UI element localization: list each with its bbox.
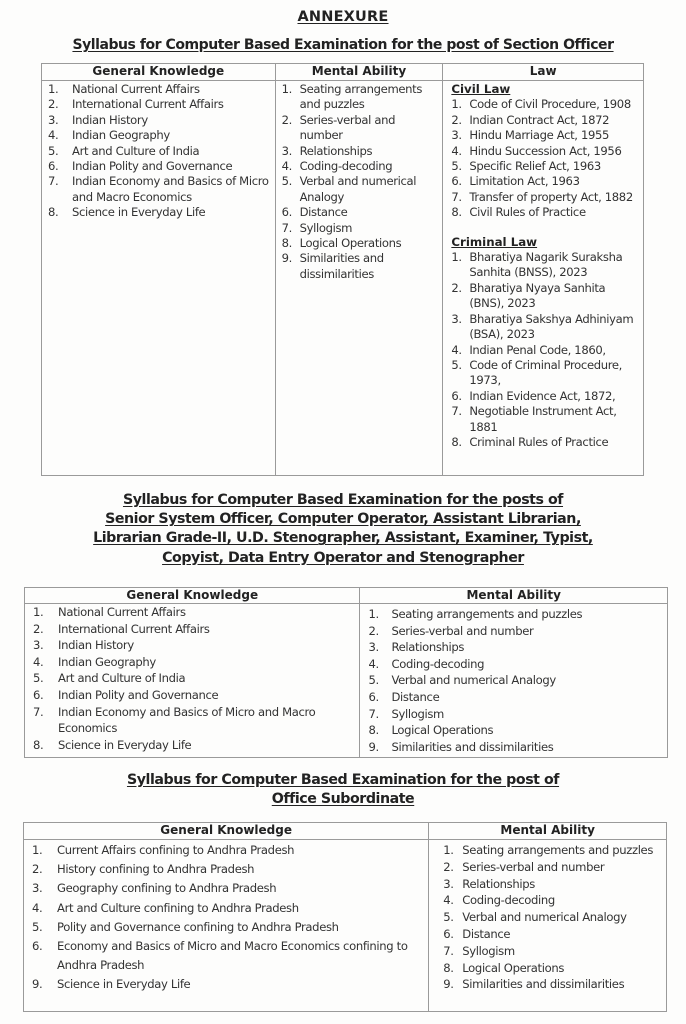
list-item bbox=[360, 606, 667, 623]
item-text: Civil Rules of Practice bbox=[469, 205, 586, 220]
section-officer-syllabus-title: Syllabus for Computer Based Examination for the post of Section Officer bbox=[72, 37, 614, 53]
list-item bbox=[25, 670, 359, 687]
item-number: 9. bbox=[443, 977, 454, 992]
item-number: 5. bbox=[32, 919, 43, 934]
list-item bbox=[360, 656, 667, 673]
item-text: Code of Civil Procedure, 1908 bbox=[469, 97, 631, 112]
item-text: Art and Culture confining to Andhra Pradesh bbox=[57, 900, 299, 915]
item-text: Hindu Succession Act, 1956 bbox=[469, 143, 622, 158]
list-item bbox=[42, 205, 275, 220]
item-number: 6. bbox=[33, 687, 44, 702]
item-text: Series-verbal and number bbox=[299, 112, 396, 143]
list-item bbox=[429, 960, 666, 977]
table-header-row bbox=[24, 823, 667, 840]
mental-ability-list bbox=[276, 82, 443, 282]
item-number: 6. bbox=[451, 388, 462, 403]
item-text: Relationships bbox=[462, 876, 535, 891]
column-header-general-knowledge: General Knowledge bbox=[25, 588, 360, 604]
item-text: National Current Affairs bbox=[58, 605, 186, 619]
item-text: Verbal and numerical Analogy bbox=[391, 673, 556, 688]
list-item bbox=[360, 623, 667, 640]
general-knowledge-cell bbox=[24, 840, 429, 1012]
item-text: Similarities and dissimilarities bbox=[391, 739, 554, 754]
list-item bbox=[25, 654, 359, 671]
item-text: Similarities and dissimilarities bbox=[299, 251, 384, 281]
column-header-mental-ability: Mental Ability bbox=[275, 64, 443, 81]
item-text: Science in Everyday Life bbox=[57, 977, 191, 992]
item-number: 7. bbox=[368, 706, 379, 721]
list-item bbox=[429, 876, 666, 893]
item-number: 8. bbox=[368, 723, 379, 738]
title-line: Office Subordinate bbox=[271, 791, 415, 808]
item-number: 8. bbox=[451, 434, 462, 449]
item-text: Criminal Rules of Practice bbox=[469, 434, 609, 449]
general-knowledge-list bbox=[25, 604, 359, 753]
item-number: 1. bbox=[32, 843, 43, 857]
item-text: Bharatiya Nagarik Suraksha Sanhita (BNSS), 2023 bbox=[469, 250, 623, 280]
list-item bbox=[443, 159, 643, 174]
item-number: 9. bbox=[32, 977, 43, 992]
title-line: Syllabus for Computer Based Examination for the posts of bbox=[122, 492, 564, 508]
list-item bbox=[25, 737, 359, 754]
item-text: Relationships bbox=[299, 143, 373, 158]
item-number: 7. bbox=[443, 943, 454, 958]
item-number: 5. bbox=[443, 910, 454, 925]
list-item bbox=[360, 706, 667, 723]
item-text: Distance bbox=[391, 689, 440, 704]
item-text: Indian History bbox=[72, 112, 148, 127]
list-item bbox=[42, 113, 275, 128]
list-item bbox=[443, 144, 643, 159]
criminal-law-list bbox=[443, 250, 643, 450]
item-text: Hindu Marriage Act, 1955 bbox=[469, 128, 610, 143]
item-number: 1. bbox=[451, 250, 462, 265]
item-number: 3. bbox=[443, 876, 454, 891]
item-number: 2. bbox=[281, 112, 292, 127]
list-item bbox=[25, 604, 359, 621]
table-header-row bbox=[42, 64, 644, 81]
item-number: 2. bbox=[48, 97, 59, 112]
list-item bbox=[443, 128, 643, 143]
item-number: 5. bbox=[33, 671, 44, 686]
list-item bbox=[25, 637, 359, 654]
item-text: Indian Penal Code, 1860, bbox=[469, 342, 606, 357]
list-item bbox=[429, 943, 666, 960]
item-number: 6. bbox=[368, 689, 379, 704]
item-text: Series-verbal and number bbox=[391, 623, 534, 638]
list-item bbox=[360, 672, 667, 689]
item-number: 3. bbox=[48, 112, 59, 127]
item-number: 6. bbox=[48, 159, 59, 174]
item-text: Science in Everyday Life bbox=[58, 737, 192, 752]
item-text: Geography confining to Andhra Pradesh bbox=[57, 881, 277, 896]
item-number: 9. bbox=[281, 251, 292, 266]
title-line: Copyist, Data Entry Operator and Stenographer bbox=[162, 549, 524, 566]
item-number: 3. bbox=[32, 881, 43, 896]
item-text: Coding-decoding bbox=[299, 159, 393, 174]
table-row bbox=[25, 604, 668, 758]
list-item bbox=[360, 739, 667, 756]
list-item bbox=[42, 144, 275, 159]
list-item bbox=[276, 159, 443, 174]
list-item bbox=[443, 435, 643, 450]
item-number: 3. bbox=[451, 311, 462, 326]
list-item bbox=[443, 97, 643, 112]
item-number: 4. bbox=[451, 143, 462, 158]
list-item bbox=[429, 859, 666, 876]
item-number: 2. bbox=[33, 621, 44, 636]
item-number: 4. bbox=[33, 654, 44, 669]
item-text: Indian Polity and Governance bbox=[72, 159, 233, 174]
list-item bbox=[24, 860, 428, 879]
list-item bbox=[429, 926, 666, 943]
item-number: 4. bbox=[32, 900, 43, 915]
list-item bbox=[24, 975, 428, 994]
item-text: Logical Operations bbox=[391, 723, 494, 738]
item-number: 5. bbox=[368, 673, 379, 688]
item-number: 4. bbox=[451, 342, 462, 357]
general-knowledge-list bbox=[42, 82, 275, 221]
list-item bbox=[443, 312, 643, 343]
annexure-heading: ANNEXURE bbox=[297, 9, 389, 25]
item-number: 8. bbox=[451, 205, 462, 220]
item-text: Bharatiya Nyaya Sanhita (BNS), 2023 bbox=[469, 280, 606, 311]
list-item bbox=[25, 687, 359, 704]
item-text: National Current Affairs bbox=[72, 82, 200, 96]
list-item bbox=[360, 639, 667, 656]
list-item bbox=[360, 722, 667, 739]
item-text: Syllogism bbox=[299, 220, 353, 235]
column-header-mental-ability: Mental Ability bbox=[360, 588, 668, 604]
list-item bbox=[24, 937, 428, 975]
table-header-row bbox=[25, 588, 668, 604]
mental-ability-cell bbox=[429, 840, 667, 1012]
list-item bbox=[443, 404, 643, 435]
item-text: Code of Criminal Procedure, 1973, bbox=[469, 357, 623, 388]
item-text: Bharatiya Sakshya Adhiniyam (BSA), 2023 bbox=[469, 311, 634, 342]
item-text: Negotiable Instrument Act, 1881 bbox=[469, 404, 617, 434]
item-number: 3. bbox=[451, 128, 462, 143]
item-text: Series-verbal and number bbox=[462, 859, 605, 874]
criminal-law-heading: Criminal Law bbox=[451, 234, 538, 249]
item-text: Current Affairs confining to Andhra Pradesh bbox=[57, 843, 295, 857]
item-text: Indian Contract Act, 1872 bbox=[469, 112, 610, 127]
civil-law-list bbox=[443, 97, 643, 220]
column-header-mental-ability: Mental Ability bbox=[429, 823, 667, 840]
item-number: 6. bbox=[443, 926, 454, 941]
list-item bbox=[276, 221, 443, 236]
item-number: 2. bbox=[443, 859, 454, 874]
item-number: 1. bbox=[451, 97, 462, 112]
table-row bbox=[42, 81, 644, 476]
list-item bbox=[276, 205, 443, 220]
item-text: Indian Geography bbox=[72, 128, 170, 143]
list-item bbox=[443, 174, 643, 189]
column-header-general-knowledge: General Knowledge bbox=[42, 64, 276, 81]
item-number: 8. bbox=[48, 205, 59, 220]
item-text: Seating arrangements and puzzles bbox=[299, 82, 423, 112]
list-item bbox=[443, 250, 643, 281]
item-number: 8. bbox=[443, 960, 454, 975]
spacer bbox=[443, 221, 643, 235]
list-item bbox=[42, 128, 275, 143]
list-item bbox=[443, 358, 643, 389]
item-text: Logical Operations bbox=[299, 236, 402, 251]
item-text: Specific Relief Act, 1963 bbox=[469, 159, 601, 174]
item-number: 1. bbox=[368, 607, 379, 621]
item-text: History confining to Andhra Pradesh bbox=[57, 862, 255, 877]
item-text: Limitation Act, 1963 bbox=[469, 174, 580, 189]
item-text: Verbal and numerical Analogy bbox=[462, 910, 627, 925]
item-text: Indian History bbox=[58, 638, 134, 653]
list-item bbox=[443, 343, 643, 358]
list-item bbox=[276, 113, 443, 144]
item-number: 8. bbox=[281, 236, 292, 251]
title-line: Syllabus for Computer Based Examination for the post of bbox=[126, 772, 560, 788]
item-number: 7. bbox=[451, 189, 462, 204]
item-number: 6. bbox=[32, 939, 43, 954]
item-number: 7. bbox=[281, 220, 292, 235]
item-text: International Current Affairs bbox=[72, 97, 224, 112]
item-text: Seating arrangements and puzzles bbox=[462, 843, 654, 857]
item-number: 1. bbox=[48, 82, 59, 96]
list-item bbox=[24, 841, 428, 860]
item-text: Coding-decoding bbox=[462, 893, 555, 908]
list-item bbox=[443, 281, 643, 312]
item-number: 4. bbox=[368, 656, 379, 671]
section-officer-syllabus-table bbox=[41, 63, 644, 476]
office-subordinate-syllabus-title bbox=[0, 771, 686, 809]
list-item bbox=[443, 113, 643, 128]
list-item bbox=[443, 389, 643, 404]
office-subordinate-syllabus-table bbox=[23, 822, 667, 1012]
item-number: 2. bbox=[368, 623, 379, 638]
civil-law-heading: Civil Law bbox=[451, 82, 511, 96]
item-text: Indian Economy and Basics of Micro and Macro Economics bbox=[58, 704, 316, 736]
general-knowledge-list bbox=[24, 841, 428, 995]
item-number: 5. bbox=[281, 174, 292, 189]
item-text: Logical Operations bbox=[462, 960, 565, 975]
item-number: 1. bbox=[33, 605, 44, 619]
list-item bbox=[42, 174, 275, 205]
list-item bbox=[429, 909, 666, 926]
title-line: Senior System Officer, Computer Operator, Assistant Librarian, bbox=[105, 511, 581, 528]
item-text: Relationships bbox=[391, 640, 465, 655]
list-item bbox=[429, 892, 666, 909]
item-number: 5. bbox=[451, 357, 462, 372]
list-item bbox=[276, 82, 443, 113]
title-line: Librarian Grade-II, U.D. Stenographer, Assistant, Examiner, Typist, bbox=[93, 530, 593, 547]
column-header-general-knowledge: General Knowledge bbox=[24, 823, 429, 840]
item-text: Art and Culture of India bbox=[72, 143, 200, 158]
item-text: Verbal and numerical Analogy bbox=[299, 174, 417, 204]
item-text: Indian Economy and Basics of Micro and Macro Economics bbox=[72, 174, 269, 204]
item-text: Art and Culture of India bbox=[58, 671, 186, 686]
item-text: Indian Polity and Governance bbox=[58, 687, 219, 702]
list-item bbox=[24, 918, 428, 937]
mental-ability-list bbox=[360, 606, 667, 755]
item-number: 1. bbox=[443, 843, 454, 857]
mental-ability-list bbox=[429, 842, 666, 993]
list-item bbox=[360, 689, 667, 706]
item-number: 1. bbox=[281, 82, 292, 96]
item-number: 5. bbox=[451, 159, 462, 174]
item-text: Indian Geography bbox=[58, 654, 156, 669]
item-number: 3. bbox=[368, 640, 379, 655]
item-number: 4. bbox=[443, 893, 454, 908]
list-item bbox=[276, 174, 443, 205]
item-number: 5. bbox=[48, 143, 59, 158]
item-number: 2. bbox=[451, 280, 462, 295]
list-item bbox=[276, 236, 443, 251]
list-item bbox=[42, 97, 275, 112]
item-text: Distance bbox=[462, 926, 511, 941]
mental-ability-cell bbox=[360, 604, 668, 758]
item-number: 7. bbox=[33, 704, 44, 719]
item-text: International Current Affairs bbox=[58, 621, 210, 636]
item-text: Seating arrangements and puzzles bbox=[391, 607, 583, 621]
table-row bbox=[24, 840, 667, 1012]
list-item bbox=[443, 190, 643, 205]
item-number: 4. bbox=[281, 159, 292, 174]
item-text: Transfer of property Act, 1882 bbox=[469, 189, 633, 204]
item-number: 6. bbox=[281, 205, 292, 220]
item-text: Syllogism bbox=[462, 943, 515, 958]
item-number: 4. bbox=[48, 128, 59, 143]
mental-ability-cell bbox=[275, 81, 443, 476]
item-number: 2. bbox=[32, 862, 43, 877]
item-number: 6. bbox=[451, 174, 462, 189]
general-knowledge-cell bbox=[42, 81, 276, 476]
list-item bbox=[25, 621, 359, 638]
item-number: 3. bbox=[33, 638, 44, 653]
item-text: Science in Everyday Life bbox=[72, 205, 206, 220]
list-item bbox=[24, 899, 428, 918]
list-item bbox=[25, 704, 359, 737]
item-text: Coding-decoding bbox=[391, 656, 485, 671]
item-text: Similarities and dissimilarities bbox=[462, 977, 625, 992]
item-number: 2. bbox=[451, 112, 462, 127]
list-item bbox=[24, 879, 428, 898]
item-number: 7. bbox=[451, 404, 462, 419]
general-knowledge-cell bbox=[25, 604, 360, 758]
list-item bbox=[276, 251, 443, 282]
law-cell bbox=[443, 81, 644, 476]
item-text: Indian Evidence Act, 1872, bbox=[469, 388, 616, 403]
list-item bbox=[429, 976, 666, 993]
item-text: Polity and Governance confining to Andhra Pradesh bbox=[57, 919, 339, 934]
item-number: 9. bbox=[368, 739, 379, 754]
item-number: 3. bbox=[281, 143, 292, 158]
item-text: Distance bbox=[299, 205, 348, 220]
column-header-law: Law bbox=[443, 64, 644, 81]
multi-post-syllabus-table bbox=[24, 587, 668, 758]
item-text: Syllogism bbox=[391, 706, 444, 721]
item-text: Economy and Basics of Micro and Macro Economics confining to Andhra Pradesh bbox=[57, 939, 408, 973]
list-item bbox=[42, 159, 275, 174]
item-number: 7. bbox=[48, 174, 59, 189]
list-item bbox=[276, 144, 443, 159]
list-item bbox=[443, 205, 643, 220]
list-item bbox=[42, 82, 275, 97]
list-item bbox=[429, 842, 666, 859]
item-number: 8. bbox=[33, 737, 44, 752]
multi-post-syllabus-title bbox=[0, 491, 686, 568]
